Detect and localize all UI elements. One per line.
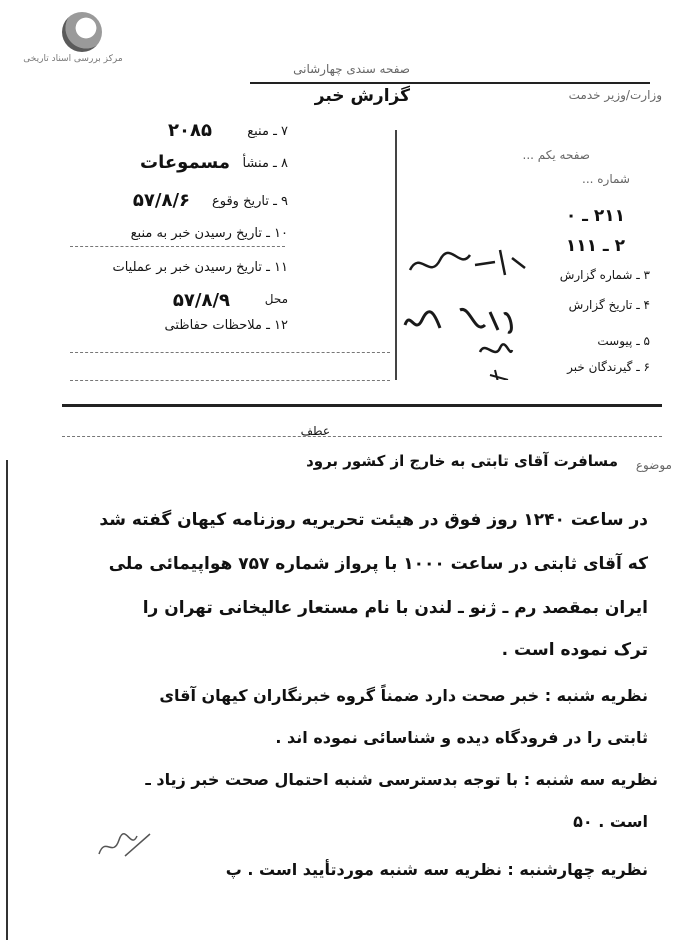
- body-line: ترک نموده است .: [501, 640, 648, 660]
- body-line: در ساعت ۱۲۴۰ روز فوق در هیئت تحریریه روزنامه کیهان گفته شد: [99, 510, 648, 530]
- field-line: [70, 352, 390, 353]
- field-ops-arrival-label: ۱۱ ـ تاریخ رسیدن خبر بر عملیات: [112, 260, 288, 275]
- note-line: نظریه سه شنبه : با توجه بدسترسی شنبه احتمال صحت خبر زیاد ـ: [145, 770, 658, 789]
- archive-logo-icon: [62, 12, 102, 52]
- body-line: ایران بمقصد رم ـ ژنو ـ لندن با نام مستعار عالیخانی تهران را: [142, 598, 648, 618]
- column-divider: [395, 130, 397, 380]
- field-line: [70, 246, 285, 247]
- subject-label: موضوع: [635, 458, 672, 472]
- note-line: ثابتی را در فرودگاه دیده و شناسائی نموده اند .: [275, 728, 648, 747]
- archive-logo: [18, 10, 128, 70]
- subject-text: مسافرت آقای تابتی به خارج از کشور برود: [306, 452, 618, 470]
- field-origin-label: ۸ ـ منشأ: [242, 156, 288, 171]
- right-field-page: صفحه یکم ...: [522, 148, 590, 162]
- reference-label: عطف: [300, 424, 330, 438]
- right-field-recipients: ۶ ـ گیرندگان خبر: [567, 360, 650, 374]
- field-line: [70, 380, 390, 381]
- header-rule: [250, 82, 650, 84]
- right-field-report-number: ۳ ـ شماره گزارش: [559, 268, 650, 282]
- right-top-label: وزارت/وزیر خدمت: [568, 88, 662, 102]
- right-field-report-date: ۴ ـ تاریخ گزارش: [568, 298, 650, 312]
- doc-type-line2: گزارش خبر: [314, 86, 410, 106]
- note-line: نظریه شنبه : خبر صحت دارد ضمناً گروه خبرنگاران کیهان آقای: [159, 686, 648, 705]
- section-rule: [62, 404, 662, 407]
- right-field-code-2: ۲ ـ ۱۱۱: [565, 236, 625, 256]
- field-event-date-value: ۵۷/۸/۶: [132, 190, 190, 211]
- field-event-date-label: ۹ ـ تاریخ وقوع: [211, 194, 288, 209]
- note-line: است . ۵۰: [573, 812, 648, 831]
- handwritten-marks: [400, 240, 550, 380]
- body-line: که آقای ثابتی در ساعت ۱۰۰۰ با پرواز شماره ۷۵۷ هواپیمائی ملی: [108, 554, 648, 574]
- field-source-value: ۲۰۸۵: [168, 120, 212, 141]
- doc-type-line1: صفحه سندی چهارشانی: [293, 62, 410, 76]
- field-origin-value: مسموعات: [140, 152, 230, 173]
- field-source-arrival-label: ۱۰ ـ تاریخ رسیدن خبر به منبع: [130, 226, 288, 241]
- section-rule-dashed: [62, 436, 662, 437]
- field-place-value: ۵۷/۸/۹: [172, 290, 230, 311]
- field-source-label: ۷ ـ منبع: [247, 124, 288, 139]
- field-security-notes-label: ۱۲ ـ ملاحظات حفاظتی: [164, 318, 288, 333]
- note-line: نظریه چهارشنبه : نظریه سه شنبه موردتأیید است . پ: [225, 860, 648, 879]
- field-place-label: محل: [264, 292, 288, 306]
- right-field-number: شماره ...: [582, 172, 630, 186]
- handwritten-initials: [95, 826, 155, 866]
- logo-caption: مرکز بررسی اسناد تاریخی: [23, 54, 123, 64]
- right-field-code-1: ۲۱۱ ـ ۰: [565, 206, 625, 226]
- right-field-attachment: ۵ ـ پیوست: [597, 334, 650, 348]
- page-edge-left: [6, 460, 8, 940]
